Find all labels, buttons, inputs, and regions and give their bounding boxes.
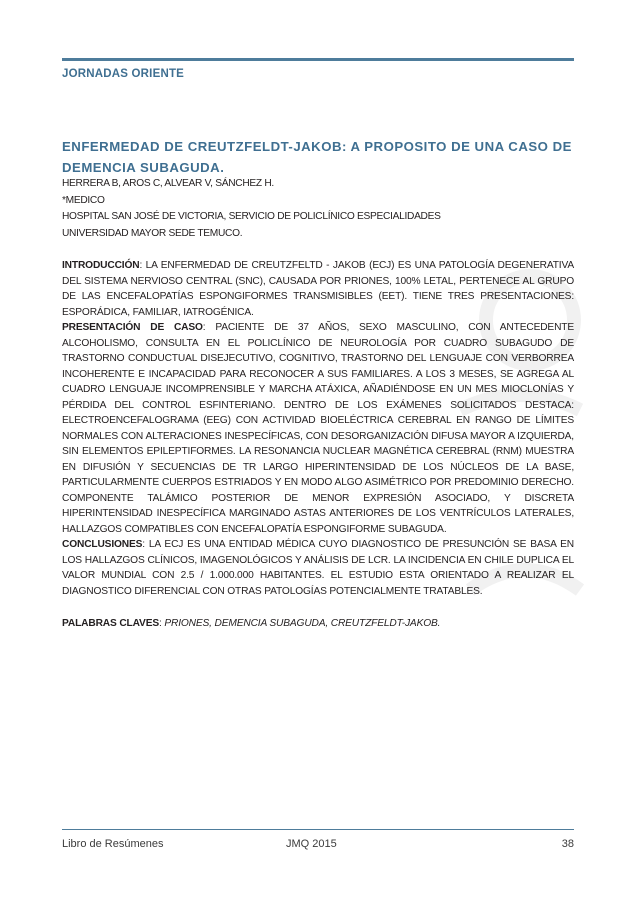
conclusions-paragraph [62,537,574,599]
article-title: ENFERMEDAD DE CREUTZFELDT-JAKOB: A PROPOSITO DE UNA CASO DE DEMENCIA SUBAGUDA. [62,139,572,175]
section-header: JORNADAS ORIENTE [62,68,185,80]
abstract-body [62,258,574,632]
keywords-label: PALABRAS CLAVES [62,618,159,629]
conclusions-text: : LA ECJ ES UNA ENTIDAD MÉDICA CUYO DIAGNOSTICO DE PRESUNCIÓN SE BASA EN LOS HALLAZGOS CLÍNICOS, IMAGENOLÓGICOS Y ANÁLISIS DE LCR. LA INCIDENCIA EN CHILE DUPLICA EL VALOR MUNDIAL CON 2.5 / 1.000.000 HABITANTES. EL ESTUDIO ESTA ORIENTADO A REALIZAR EL DIAGNOSTICO DIFERENCIAL CON OTRAS PATOLOGÍAS POTENCIALMENTE TRATABLES. [62,539,574,597]
conclusions-label: CONCLUSIONES [62,539,143,550]
page-number: 38 [561,838,574,850]
footer-book-title: Libro de Resúmenes [62,838,164,850]
introduction-paragraph [62,258,574,320]
keywords-paragraph [62,616,574,632]
case-paragraph [62,320,574,537]
case-label: PRESENTACIÓN DE CASO [62,322,203,333]
case-text: : PACIENTE DE 37 AÑOS, SEXO MASCULINO, CON ANTECEDENTE ALCOHOLISMO, CONSULTA EN EL POLICLÍNICO DE NEUROLOGÍA POR CUADRO SUBAGUDO DE TRASTORNO CONDUCTUAL DISEJECUTIVO, COGNITIVO, TRASTORNO DEL LENGUAJE CON VERBORREA INCOHERENTE E INCAPACIDAD PARA RECONOCER A SUS FAMILIARES. A LOS 3 MESES, SE AGREGA AL CUADRO LENGUAJE INCOMPRENSIBLE Y MARCHA ATÁXICA, AÑADIÉNDOSE EN UN MES MIOCLONÍAS Y PÉRDIDA DEL CONTROL ESFINTERIANO. DENTRO DE LOS EXÁMENES SOLICITADOS DESTACA: ELECTROENCEFALOGRAMA (EEG) CON ACTIVIDAD BIOELÉCTRICA CEREBRAL EN RANGO DE LÍMITES NORMALES CON ALTERACIONES INESPECÍFICAS, CON DESORGANIZACIÓN DIFUSA MAYOR A IZQUIERDA, SIN ELEMENTOS EPILEPTIFORMES. LA RESONANCIA NUCLEAR MAGNÉTICA CEREBRAL (RNM) MUESTRA EN DIFUSIÓN Y SECUENCIAS DE TR LARGO HIPERINTENSIDAD DE LOS NÚCLEOS DE LA BASE, PARTICULARMENTE CUERPOS ESTRIADOS Y EN MODO ALGO ASIMÉTRICO POR PREDOMINIO DERECHO. COMPONENTE TALÁMICO POSTERIOR DE MENOR EXPRESIÓN ASOCIADO, Y DISCRETA HIPERINTENSIDAD INESPECÍFICA MARGINADO ASTAS ANTERIORES DE LOS VENTRÍCULOS LATERALES, HALLAZGOS COMPATIBLES CON ENCEFALOPATÍA ESPONGIFORME SUBAGUDA. [62,322,574,535]
introduction-text: : LA ENFERMEDAD DE CREUTZFELTD - JAKOB (ECJ) ES UNA PATOLOGÍA DEGENERATIVA DEL SISTEMA NERVIOSO CENTRAL (SNC), CAUSADA POR PRIONES, 100% LETAL, PERTENECE AL GRUPO DE LAS ENCEFALOPATÍAS ESPONGIFORMES TRANSMISIBLES (EET). TIENE TRES PRESENTACIONES: ESPORÁDICA, FAMILIAR, IATROGÉNICA. [62,260,574,318]
header-rule [62,58,574,61]
author-block [62,176,441,242]
footer-rule [62,829,574,830]
authors: HERRERA B, AROS C, ALVEAR V, SÁNCHEZ H. [62,178,274,189]
keywords-separator: : [159,618,165,629]
keywords-text: PRIONES, DEMENCIA SUBAGUDA, CREUTZFELDT-JAKOB. [164,618,441,629]
university: UNIVERSIDAD MAYOR SEDE TEMUCO. [62,227,243,239]
institution: HOSPITAL SAN JOSÉ DE VICTORIA, SERVICIO DE POLICLÍNICO ESPECIALIDADES [62,211,441,222]
introduction-label: INTRODUCCIÓN [62,260,140,271]
footer-event: JMQ 2015 [286,838,337,850]
author-role: *MEDICO [62,194,105,206]
